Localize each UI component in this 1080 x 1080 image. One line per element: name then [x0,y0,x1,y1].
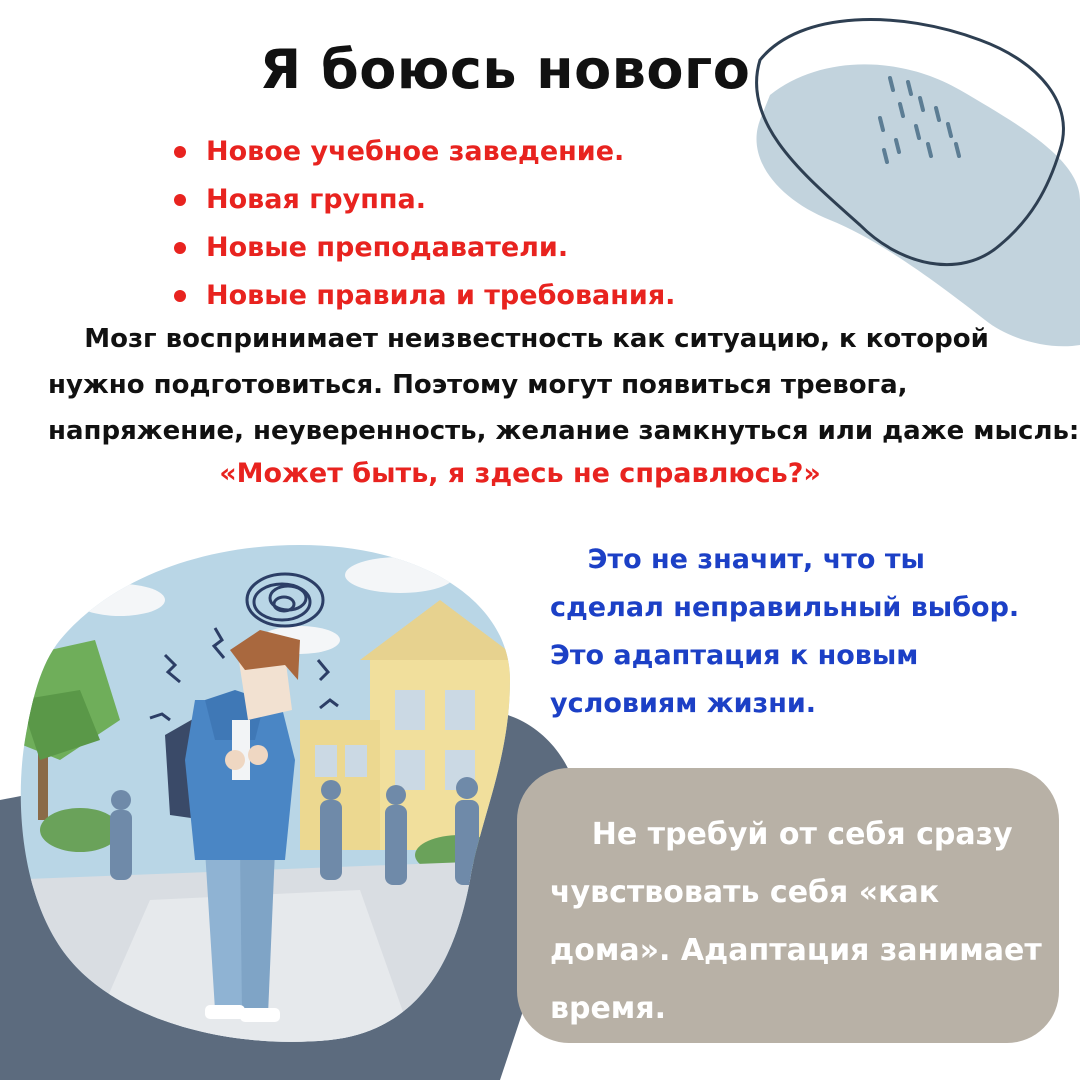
advice-line: время. [550,991,666,1026]
list-item: Новые правила и требования. [170,272,675,320]
reassurance-line: Это не значит, что ты [550,544,925,575]
bullet-dot-icon [174,194,186,206]
list-item: Новые преподаватели. [170,224,675,272]
paragraph-line: напряжение, неуверенность, желание замкнуться или даже мысль: [48,416,1080,446]
bullet-dot-icon [174,146,186,158]
paragraph-line: Мозг воспринимает неизвестность как ситуацию, к которой [48,324,989,354]
reassurance-text [550,536,1020,728]
worry-quote: «Может быть, я здесь не справлюсь?» [219,458,821,489]
advice-line: чувствовать себя «как [550,875,940,910]
list-item: Новая группа. [170,176,675,224]
reassurance-line: Это адаптация к новым [550,640,919,671]
explanation-paragraph [48,316,1080,454]
bullet-dot-icon [174,242,186,254]
list-item: Новое учебное заведение. [170,128,675,176]
bullet-dot-icon [174,290,186,302]
reassurance-line: сделал неправильный выбор. [550,592,1020,623]
page-title: Я боюсь нового [259,38,751,101]
paragraph-line: нужно подготовиться. Поэтому могут появиться тревога, [48,370,908,400]
advice-text [550,806,1050,1038]
new-things-list [170,128,675,320]
advice-line: Не требуй от себя сразу [550,817,1013,852]
reassurance-line: условиям жизни. [550,688,817,719]
advice-line: дома». Адаптация занимает [550,933,1042,968]
